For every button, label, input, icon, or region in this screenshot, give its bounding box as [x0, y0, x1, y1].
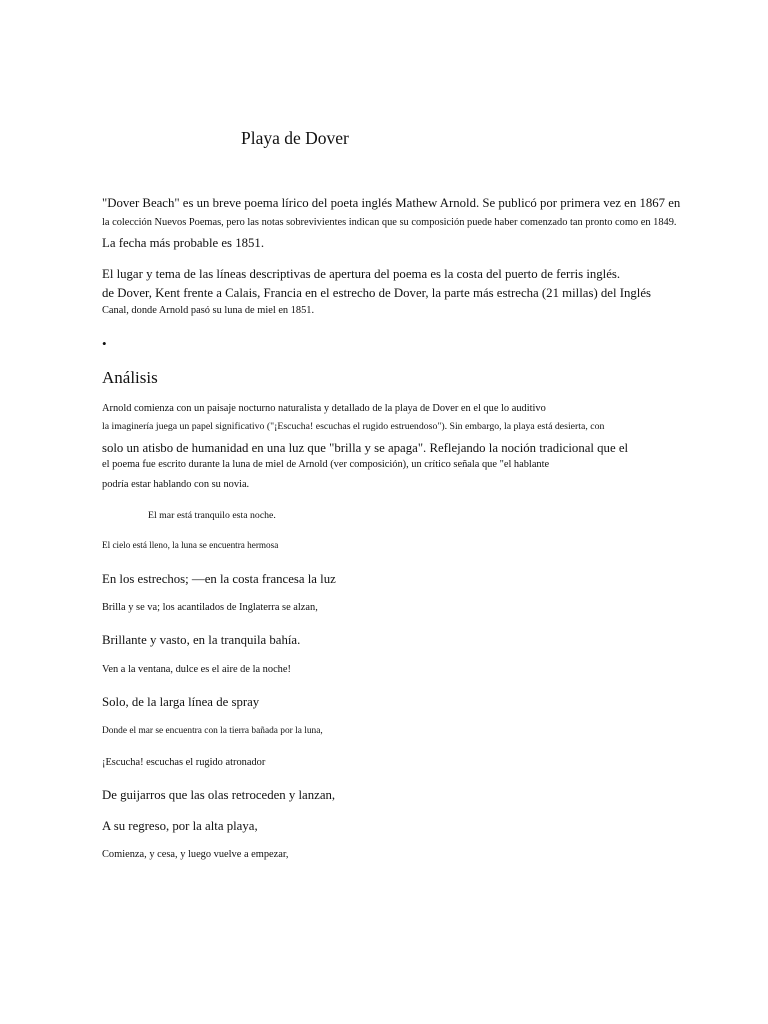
setting-line-2: de Dover, Kent frente a Calais, Francia en el estrecho de Dover, la parte más estrecha (21 millas) del Inglés: [102, 286, 652, 300]
page-title: Playa de Dover: [241, 128, 349, 148]
poem-line-11: A su regreso, por la alta playa,: [102, 819, 258, 833]
analysis-heading: Análisis: [102, 368, 158, 387]
intro-line-1: "Dover Beach" es un breve poema lírico del poeta inglés Mathew Arnold. Se publicó por primera vez en 1867 en: [102, 196, 681, 210]
poem-line-10: De guijarros que las olas retroceden y lanzan,: [102, 788, 336, 802]
poem-line-4: Brilla y se va; los acantilados de Inglaterra se alzan,: [102, 602, 318, 613]
poem-line-8: Donde el mar se encuentra con la tierra bañada por la luna,: [102, 726, 323, 736]
analysis-line-1: Arnold comienza con un paisaje nocturno naturalista y detallado de la playa de Dover en el que lo auditivo: [102, 403, 546, 414]
setting-line-1: El lugar y tema de las líneas descriptivas de apertura del poema es la costa del puerto de ferris inglés.: [102, 267, 621, 281]
poem-line-2: El cielo está lleno, la luna se encuentra hermosa: [102, 540, 279, 550]
intro-line-2: la colección Nuevos Poemas, pero las notas sobrevivientes indican que su composición puede haber comenzado tan pronto como en 1849.: [102, 217, 677, 228]
intro-line-3: La fecha más probable es 1851.: [102, 236, 265, 250]
poem-line-9: ¡Escucha! escuchas el rugido atronador: [102, 757, 266, 768]
analysis-line-2: la imaginería juega un papel significativo ("¡Escucha! escuchas el rugido estruendoso"). Sin embargo, la playa está desierta, con: [102, 421, 605, 432]
analysis-line-5: podría estar hablando con su novia.: [102, 479, 250, 490]
poem-line-12: Comienza, y cesa, y luego vuelve a empezar,: [102, 849, 289, 860]
poem-line-6: Ven a la ventana, dulce es el aire de la noche!: [102, 664, 291, 675]
poem-line-7: Solo, de la larga línea de spray: [102, 695, 260, 709]
setting-line-3: Canal, donde Arnold pasó su luna de miel en 1851.: [102, 305, 315, 316]
poem-line-3: En los estrechos; —en la costa francesa la luz: [102, 572, 336, 586]
analysis-line-3: solo un atisbo de humanidad en una luz que "brilla y se apaga". Reflejando la noción tradicional que el: [102, 441, 629, 455]
poem-line-1: El mar está tranquilo esta noche.: [148, 510, 276, 521]
bullet-point: •: [102, 336, 107, 351]
poem-line-5: Brillante y vasto, en la tranquila bahía.: [102, 633, 301, 647]
analysis-line-4: el poema fue escrito durante la luna de miel de Arnold (ver composición), un crítico señala que "el hablante: [102, 459, 550, 470]
